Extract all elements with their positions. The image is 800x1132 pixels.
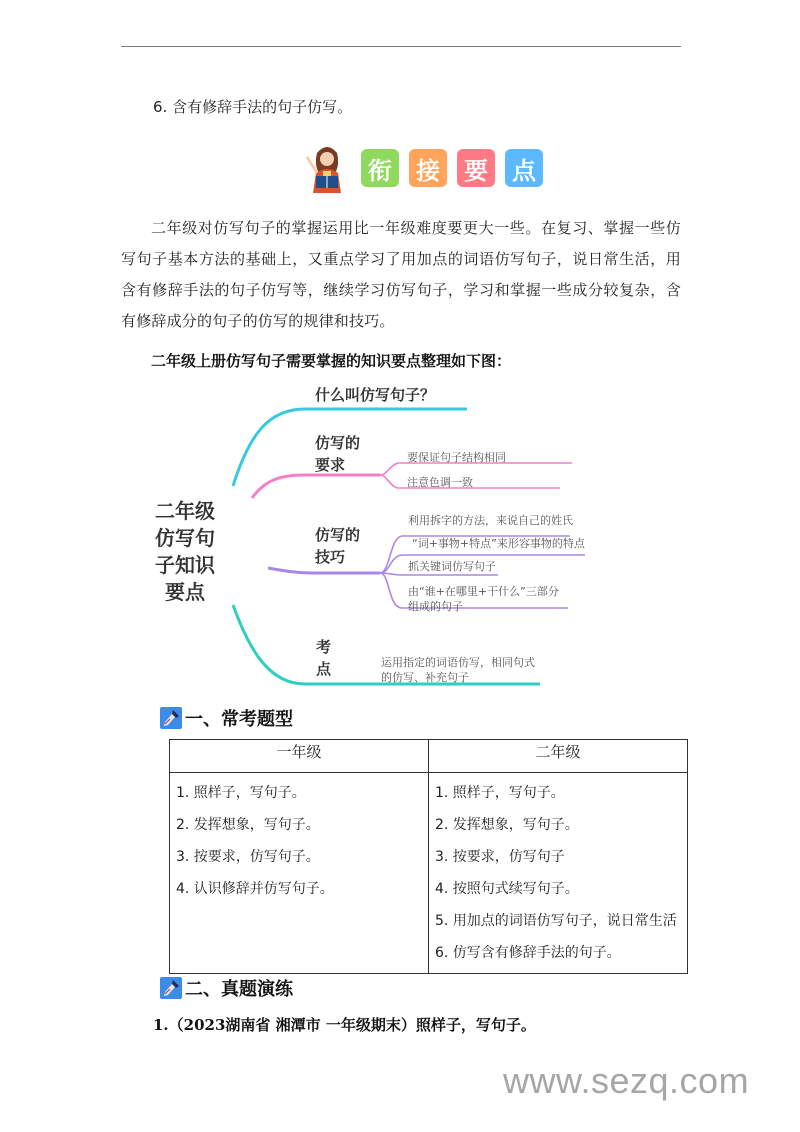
leaf: 的仿写、补充句子 <box>381 671 469 684</box>
list-item: 4. 按照句式续写句子。 <box>435 881 579 897</box>
branch-line: 仿写的 <box>315 526 361 544</box>
section-common-question-types <box>160 705 293 731</box>
branch-exam-points <box>316 636 331 680</box>
list-item: 1. 照样子，写句子。 <box>176 785 306 801</box>
center-line: 二年级 <box>155 499 215 523</box>
list-item: 5. 用加点的词语仿写句子，说日常生活 <box>435 913 677 929</box>
banner-key-points <box>303 143 543 193</box>
list-item: 3. 按要求，仿写句子。 <box>176 849 320 865</box>
leaf: 由“谁+在哪里+干什么”三部分 <box>408 585 559 598</box>
col-header-grade2: 二年级 <box>429 740 688 773</box>
section-real-exam-practice <box>160 975 293 1001</box>
branch-line: 考 <box>316 638 332 656</box>
question-1: 1.（2023湖南省 湘潭市 一年级期末）照样子，写句子。 <box>153 1016 536 1034</box>
section-title: 一、常考题型 <box>185 709 293 730</box>
leaf: 运用指定的词语仿写，相同句式 <box>381 656 535 669</box>
list-item: 2. 发挥想象，写句子。 <box>435 817 579 833</box>
center-line: 仿写句 <box>155 526 215 550</box>
col-header-grade1: 一年级 <box>170 740 429 773</box>
mindmap <box>140 372 600 692</box>
branch-techniques <box>315 524 360 568</box>
list-item: 1. 照样子，写句子。 <box>435 785 565 801</box>
list-item: 4. 认识修辞并仿写句子。 <box>176 881 334 897</box>
list-item: 6. 仿写含有修辞手法的句子。 <box>435 945 621 961</box>
leaf: “词+事物+特点”来形容事物的特点 <box>412 537 585 550</box>
grade1-cell <box>170 773 429 974</box>
fountain-pen-icon <box>160 707 182 729</box>
section-title: 二、真题演练 <box>185 979 293 1000</box>
fountain-pen-icon <box>160 977 182 999</box>
branch-what-is: 什么叫仿写句子？ <box>315 386 436 404</box>
mindmap-center <box>152 498 218 606</box>
center-line: 要点 <box>165 580 205 604</box>
branch-requirements <box>315 432 360 476</box>
leaf: 组成的句子 <box>408 600 463 613</box>
badge-dian: 点 <box>505 149 543 187</box>
branch-line: 技巧 <box>315 548 346 566</box>
header-rule <box>121 46 681 47</box>
grade2-cell <box>429 773 688 974</box>
leaf: 注意色调一致 <box>407 476 473 489</box>
branch-line: 要求 <box>315 456 346 474</box>
question-types-table <box>169 739 688 974</box>
branch-line: 仿写的 <box>315 434 361 452</box>
watermark: www.sezq.com <box>503 1060 750 1101</box>
leaf: 抓关键词仿写句子 <box>408 560 496 573</box>
intro-item-6: 6. 含有修辞手法的句子仿写。 <box>153 98 353 116</box>
badge-jie: 接 <box>409 149 447 187</box>
badge-yao: 要 <box>457 149 495 187</box>
intro-paragraph-text: 二年级对仿写句子的掌握运用比一年级难度要更大一些。在复习、掌握一些仿写句子基本方法的基础上，又重点学习了用加点的词语仿写句子，说日常生活，用含有修辞手法的句子仿写等，继续学习仿写句子，学习和掌握一些成分较复杂，含有修辞成分的句子的仿写的规律和技巧。 <box>121 219 681 330</box>
branch-line: 点 <box>316 660 332 678</box>
lead-sentence: 二年级上册仿写句子需要掌握的知识要点整理如下图： <box>151 352 512 370</box>
intro-paragraph <box>121 213 681 337</box>
list-item: 2. 发挥想象，写句子。 <box>176 817 320 833</box>
center-line: 子知识 <box>155 553 215 577</box>
leaf: 要保证句子结构相同 <box>407 451 506 464</box>
badge-xian: 衔 <box>361 149 399 187</box>
teacher-reading-icon <box>303 143 351 193</box>
leaf: 利用拆字的方法，来说自己的姓氏 <box>408 514 573 527</box>
list-item: 3. 按要求，仿写句子 <box>435 849 565 865</box>
